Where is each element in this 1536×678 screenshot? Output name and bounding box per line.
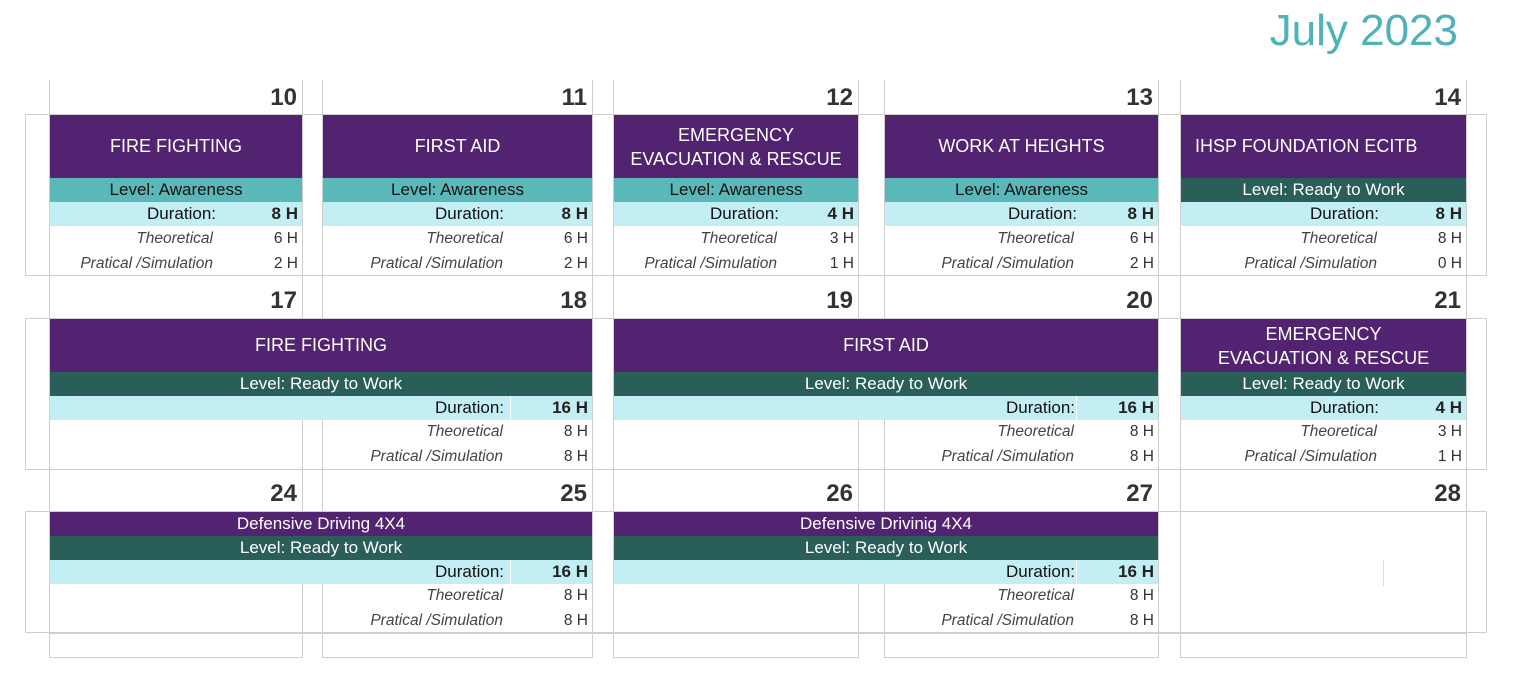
theoretical-hours: 6 H bbox=[1129, 230, 1154, 247]
page-title: July 2023 bbox=[1269, 6, 1458, 55]
duration-value: 8 H bbox=[271, 204, 298, 223]
event-title: FIRE FIGHTING bbox=[50, 319, 592, 372]
duration-label: Duration: bbox=[435, 398, 504, 417]
blank-row-line bbox=[49, 633, 1467, 634]
event-level: Level: Ready to Work bbox=[614, 536, 1158, 560]
day-number: 28 bbox=[1434, 480, 1461, 507]
practical-hours: 2 H bbox=[563, 255, 588, 272]
day-number: 25 bbox=[560, 480, 587, 507]
theoretical-label: Theoretical bbox=[426, 230, 503, 247]
day-number: 21 bbox=[1434, 287, 1461, 314]
event-title: FIRST AID bbox=[323, 115, 592, 178]
event-card[interactable] bbox=[614, 512, 1158, 633]
theoretical-hours: 8 H bbox=[1129, 587, 1154, 604]
event-title: FIRST AID bbox=[614, 319, 1158, 372]
theoretical-hours: 8 H bbox=[563, 423, 588, 440]
practical-label: Pratical /Simulation bbox=[370, 448, 503, 465]
duration-row bbox=[614, 396, 1158, 420]
event-level: Level: Ready to Work bbox=[614, 372, 1158, 396]
practical-hours: 1 H bbox=[829, 255, 854, 272]
duration-value: 8 H bbox=[1127, 204, 1154, 223]
duration-value: 8 H bbox=[1435, 204, 1462, 223]
duration-value: 16 H bbox=[1118, 562, 1154, 581]
event-card[interactable] bbox=[1181, 319, 1466, 470]
cell-divider bbox=[510, 396, 511, 420]
duration-row bbox=[50, 396, 592, 420]
practical-hours: 0 H bbox=[1437, 255, 1462, 272]
event-level: Level: Ready to Work bbox=[50, 372, 592, 396]
duration-value: 16 H bbox=[552, 562, 588, 581]
event-title-line: EVACUATION & RESCUE bbox=[1217, 347, 1430, 368]
duration-label: Duration: bbox=[1008, 204, 1077, 223]
theoretical-label: Theoretical bbox=[426, 423, 503, 440]
duration-label: Duration: bbox=[147, 204, 216, 223]
duration-row bbox=[50, 202, 302, 226]
event-title-line: EMERGENCY bbox=[677, 124, 794, 145]
duration-label: Duration: bbox=[1310, 398, 1379, 417]
day-number: 19 bbox=[826, 287, 853, 314]
event-card[interactable] bbox=[885, 115, 1158, 276]
theoretical-hours: 3 H bbox=[829, 230, 854, 247]
day-number: 18 bbox=[560, 287, 587, 314]
day-number: 12 bbox=[826, 84, 853, 111]
duration-label: Duration: bbox=[710, 204, 779, 223]
theoretical-label: Theoretical bbox=[1300, 423, 1377, 440]
event-card[interactable] bbox=[323, 115, 592, 276]
event-title-line: EMERGENCY bbox=[1265, 323, 1382, 344]
event-level: Level: Awareness bbox=[323, 178, 592, 202]
duration-label: Duration: bbox=[435, 204, 504, 223]
duration-label: Duration: bbox=[1310, 204, 1379, 223]
theoretical-hours: 6 H bbox=[563, 230, 588, 247]
theoretical-label: Theoretical bbox=[700, 230, 777, 247]
event-title: Defensive Driving 4X4 bbox=[50, 512, 592, 536]
event-card[interactable] bbox=[50, 512, 592, 633]
event-card[interactable] bbox=[50, 319, 592, 470]
event-level: Level: Awareness bbox=[885, 178, 1158, 202]
event-title: IHSP FOUNDATION ECITB bbox=[1181, 115, 1466, 178]
event-title-line: EVACUATION & RESCUE bbox=[630, 148, 842, 169]
theoretical-label: Theoretical bbox=[997, 230, 1074, 247]
practical-hours: 2 H bbox=[273, 255, 298, 272]
day-number: 17 bbox=[270, 287, 297, 314]
event-title: Defensive Drivinig 4X4 bbox=[614, 512, 1158, 536]
event-title: WORK AT HEIGHTS bbox=[885, 115, 1158, 178]
day-number: 27 bbox=[1126, 480, 1153, 507]
day-number: 10 bbox=[270, 84, 297, 111]
practical-hours: 1 H bbox=[1437, 448, 1462, 465]
practical-label: Pratical /Simulation bbox=[941, 448, 1074, 465]
practical-label: Pratical /Simulation bbox=[370, 255, 503, 272]
theoretical-hours: 6 H bbox=[273, 230, 298, 247]
event-level: Level: Awareness bbox=[50, 178, 302, 202]
theoretical-label: Theoretical bbox=[136, 230, 213, 247]
day-number: 14 bbox=[1434, 84, 1461, 111]
theoretical-hours: 8 H bbox=[563, 587, 588, 604]
duration-value: 16 H bbox=[552, 398, 588, 417]
event-title: FIRE FIGHTING bbox=[50, 115, 302, 178]
duration-label: Duration: bbox=[1006, 562, 1075, 581]
practical-hours: 8 H bbox=[1129, 612, 1154, 629]
duration-label: Duration: bbox=[435, 562, 504, 581]
duration-row bbox=[323, 202, 592, 226]
cell-divider bbox=[1076, 396, 1077, 420]
practical-label: Pratical /Simulation bbox=[644, 255, 777, 272]
duration-row bbox=[1181, 396, 1466, 420]
event-card[interactable] bbox=[614, 319, 1158, 470]
practical-label: Pratical /Simulation bbox=[370, 612, 503, 629]
day-number: 24 bbox=[270, 480, 297, 507]
day-number: 20 bbox=[1126, 287, 1153, 314]
practical-label: Pratical /Simulation bbox=[1244, 448, 1377, 465]
duration-row bbox=[614, 202, 858, 226]
duration-value: 16 H bbox=[1118, 398, 1154, 417]
duration-value: 8 H bbox=[561, 204, 588, 223]
event-card[interactable] bbox=[1181, 115, 1466, 276]
event-level: Level: Ready to Work bbox=[50, 536, 592, 560]
practical-hours: 8 H bbox=[1129, 448, 1154, 465]
practical-label: Pratical /Simulation bbox=[941, 255, 1074, 272]
duration-row bbox=[1181, 202, 1466, 226]
event-title bbox=[1181, 319, 1466, 372]
event-level: Level: Ready to Work bbox=[1181, 372, 1466, 396]
cell-divider bbox=[510, 560, 511, 584]
day-number: 11 bbox=[561, 84, 587, 111]
cell-divider bbox=[1076, 560, 1077, 584]
event-title bbox=[614, 115, 858, 178]
duration-row bbox=[614, 560, 1158, 584]
theoretical-hours: 3 H bbox=[1437, 423, 1462, 440]
duration-value: 4 H bbox=[1435, 398, 1462, 417]
day-number: 13 bbox=[1126, 84, 1153, 111]
practical-hours: 2 H bbox=[1129, 255, 1154, 272]
practical-hours: 8 H bbox=[563, 612, 588, 629]
theoretical-label: Theoretical bbox=[997, 587, 1074, 604]
practical-hours: 8 H bbox=[563, 448, 588, 465]
theoretical-label: Theoretical bbox=[997, 423, 1074, 440]
day-number: 26 bbox=[826, 480, 853, 507]
duration-row bbox=[885, 202, 1158, 226]
practical-label: Pratical /Simulation bbox=[1244, 255, 1377, 272]
event-level: Level: Awareness bbox=[614, 178, 858, 202]
empty-cell-mark bbox=[1383, 560, 1384, 586]
duration-value: 4 H bbox=[827, 204, 854, 223]
practical-label: Pratical /Simulation bbox=[941, 612, 1074, 629]
duration-label: Duration: bbox=[1006, 398, 1075, 417]
practical-label: Pratical /Simulation bbox=[80, 255, 213, 272]
theoretical-hours: 8 H bbox=[1437, 230, 1462, 247]
theoretical-hours: 8 H bbox=[1129, 423, 1154, 440]
theoretical-label: Theoretical bbox=[426, 587, 503, 604]
theoretical-label: Theoretical bbox=[1300, 230, 1377, 247]
event-card[interactable] bbox=[614, 115, 858, 276]
duration-row bbox=[50, 560, 592, 584]
event-level: Level: Ready to Work bbox=[1181, 178, 1466, 202]
event-card[interactable] bbox=[50, 115, 302, 276]
